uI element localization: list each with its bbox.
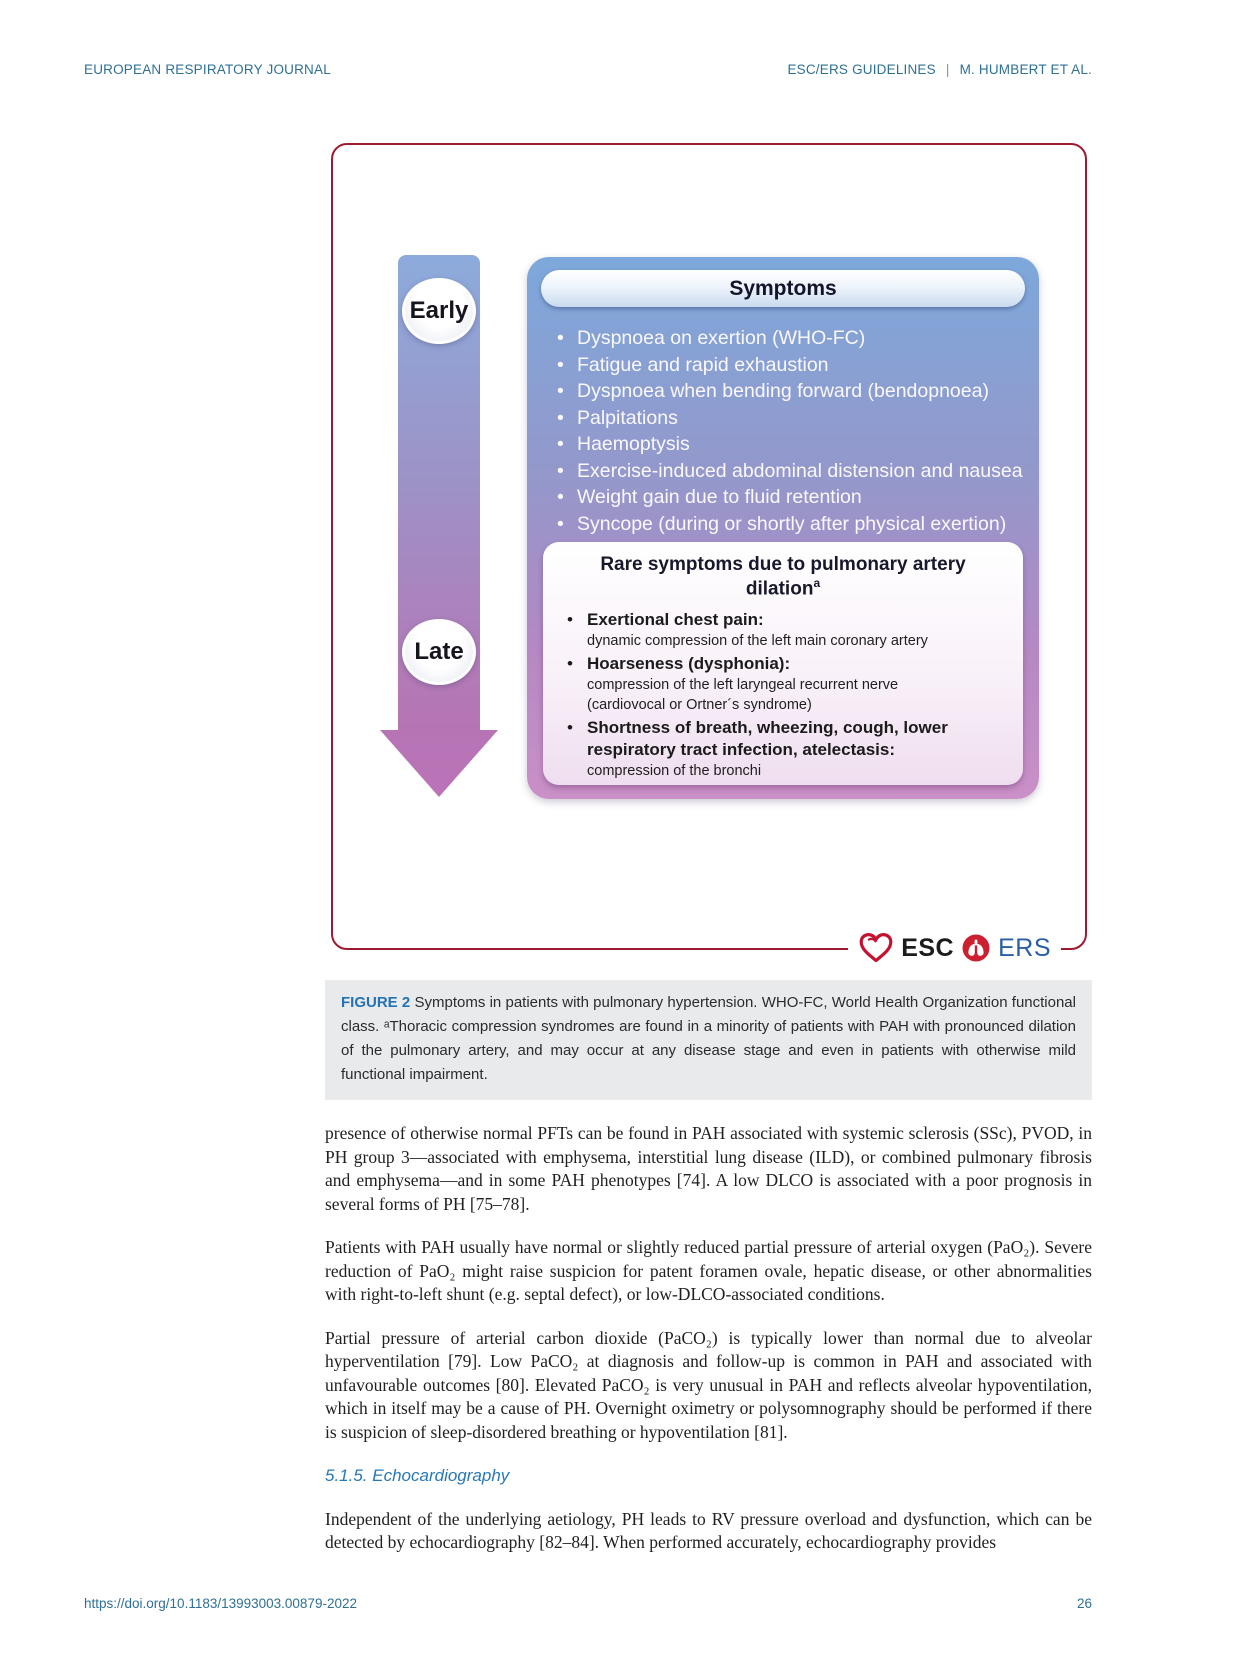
symptom-item: • Palpitations: [555, 405, 1025, 432]
esc-heart-icon: [858, 932, 894, 964]
journal-name: EUROPEAN RESPIRATORY JOURNAL: [84, 62, 331, 77]
rare-symptoms-title-text: Rare symptoms due to pulmonary artery dilation: [600, 554, 966, 600]
symptom-item: • Fatigue and rapid exhaustion: [555, 352, 1025, 379]
page-footer: [84, 1596, 1092, 1611]
rare-symptom-detail: compression of the left laryngeal recurrent nerve: [587, 677, 899, 694]
body-text-column: [325, 1122, 1092, 1575]
rare-symptom-title: • Shortness of breath, wheezing, cough, lower respiratory tract infection, atelectasis:: [587, 718, 948, 760]
symptom-item: • Syncope (during or shortly after physical exertion): [555, 511, 1025, 538]
symptom-item: • Dyspnoea on exertion (WHO-FC): [555, 325, 1025, 352]
figure-caption-text: Symptoms in patients with pulmonary hypertension. WHO-FC, World Health Organization functional class. ᵃThoracic compression syndromes are found in a minority of patients with PAH with pronounced dilation of the pulmonary artery, and may occur at any disease stage and even in patients with otherwise mild functional impairment.: [341, 994, 1076, 1083]
page-number: 26: [1076, 1596, 1092, 1611]
guidelines-label: ESC/ERS GUIDELINES: [787, 62, 936, 77]
body-paragraph: Partial pressure of arterial carbon dioxide (PaCO₂) is typically lower than normal due to alveolar hyperventilation [79]. Low PaCO₂ at diagnosis and follow-up is common in PAH and associated with unfavourable outcomes [80]. Elevated PaCO₂ is very unusual in PAH and reflects alveolar hypoventilation, which in itself may be a cause of PH. Overnight oximetry or polysomnography should be performed if there is suspicion of sleep-disordered breathing or hypoventilation [81].: [325, 1327, 1092, 1442]
header-separator: |: [945, 62, 950, 77]
stage-early-badge: [402, 278, 476, 344]
rare-symptom-item: [561, 609, 1005, 651]
running-head: [84, 62, 1092, 77]
stage-late-badge: [402, 619, 476, 685]
symptoms-title: Symptoms: [729, 276, 837, 300]
symptoms-list: [555, 325, 1025, 537]
rare-symptoms-card: [543, 542, 1023, 785]
figure-caption: [325, 980, 1092, 1100]
rare-symptom-item: [561, 717, 1005, 781]
rare-symptoms-title-footnote-marker: a: [813, 576, 821, 590]
symptoms-title-pill: [541, 270, 1025, 307]
ers-wordmark: ERS: [998, 933, 1051, 962]
societies-logo: [848, 928, 1061, 968]
stage-late-label: Late: [414, 638, 464, 665]
symptom-item: • Dyspnoea when bending forward (bendopnoea): [555, 378, 1025, 405]
authors-label: M. HUMBERT ET AL.: [959, 62, 1092, 77]
rare-symptom-item: [561, 653, 1005, 715]
symptoms-panel: [527, 257, 1039, 799]
doi-link[interactable]: https://doi.org/10.1183/13993003.00879-2022: [84, 1596, 357, 1611]
symptom-item: • Haemoptysis: [555, 431, 1025, 458]
esc-wordmark: ESC: [901, 933, 955, 962]
body-paragraph: Independent of the underlying aetiology, PH leads to RV pressure overload and dysfunction, which can be detected by echocardiography [82–84]. When performed accurately, echocardiography provides: [325, 1508, 1092, 1552]
rare-symptom-detail: (cardiovocal or Ortner´s syndrome): [587, 697, 812, 714]
section-heading-echocardiography: 5.1.5. Echocardiography: [325, 1466, 510, 1485]
rare-symptom-detail: dynamic compression of the left main coronary artery: [587, 633, 928, 650]
symptom-item: • Exercise-induced abdominal distension and nausea: [555, 458, 1025, 485]
timeline-arrow-head: [380, 730, 498, 797]
running-head-right: [787, 62, 1092, 77]
rare-symptoms-title: [561, 554, 1005, 600]
stage-early-label: Early: [409, 297, 469, 324]
body-paragraph: Patients with PAH usually have normal or slightly reduced partial pressure of arterial oxygen (PaO₂). Severe reduction of PaO₂ might raise suspicion for patent foramen ovale, hepatic disease, or other abnormalities with right-to-left shunt (e.g. septal defect), or low-DLCO-associated conditions.: [325, 1237, 1092, 1304]
ers-lungs-icon: [961, 933, 991, 963]
symptom-item: • Weight gain due to fluid retention: [555, 484, 1025, 511]
rare-symptom-title: • Exertional chest pain:: [587, 610, 764, 630]
rare-symptom-detail: compression of the bronchi: [587, 763, 762, 780]
figure-2: [331, 143, 1087, 962]
body-paragraph: presence of otherwise normal PFTs can be found in PAH associated with systemic sclerosis (SSc), PVOD, in PH group 3—associated with emphysema, interstitial lung disease (ILD), or combined pulmonary fibrosis and emphysema—and in some PAH phenotypes [74]. A low DLCO is associated with a poor prognosis in several forms of PH [75–78].: [325, 1123, 1092, 1214]
figure-caption-label: FIGURE 2: [341, 994, 411, 1011]
rare-symptom-title: • Hoarseness (dysphonia):: [587, 654, 791, 674]
